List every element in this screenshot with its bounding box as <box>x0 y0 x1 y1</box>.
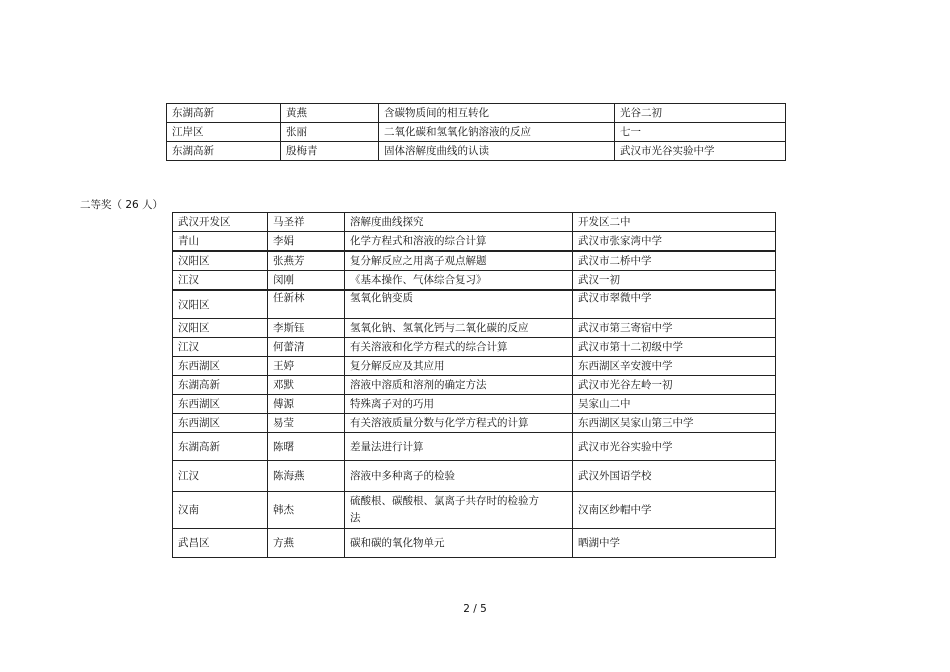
topic-cell: 硫酸根、碳酸根、氯离子共存时的检验方法 <box>345 492 573 529</box>
table-row <box>173 290 776 319</box>
table-row <box>173 213 776 232</box>
topic-cell: 复分解反应及其应用 <box>345 357 573 376</box>
school-cell: 武汉市光谷左岭一初 <box>573 376 776 395</box>
topic-cell: 溶解度曲线探究 <box>345 213 573 232</box>
district-cell: 东湖高新 <box>167 104 281 123</box>
table-row <box>173 414 776 433</box>
school-cell: 武汉市张家湾中学 <box>573 232 776 252</box>
teacher-cell: 何蕾清 <box>268 338 345 357</box>
district-cell: 汉阳区 <box>173 319 268 338</box>
table-row <box>173 271 776 291</box>
topic-cell: 碳和碳的氧化物单元 <box>345 529 573 558</box>
topic-cell: 差量法进行计算 <box>345 433 573 461</box>
teacher-cell: 闵刚 <box>268 271 345 291</box>
school-cell: 七一 <box>615 123 786 142</box>
topic-cell: 有关溶液和化学方程式的综合计算 <box>345 338 573 357</box>
award-table-second <box>172 212 776 558</box>
teacher-cell: 韩杰 <box>268 492 345 529</box>
teacher-cell: 方燕 <box>268 529 345 558</box>
school-cell: 武汉一初 <box>573 271 776 291</box>
school-cell: 开发区二中 <box>573 213 776 232</box>
district-cell: 武昌区 <box>173 529 268 558</box>
school-cell: 武汉外国语学校 <box>573 461 776 492</box>
district-cell: 汉阳区 <box>173 251 268 271</box>
topic-cell: 《基本操作、气体综合复习》 <box>345 271 573 291</box>
section-title: 二等奖（ 26 人） <box>80 199 164 211</box>
teacher-cell: 任新林 <box>268 290 345 319</box>
district-cell: 东西湖区 <box>173 414 268 433</box>
district-cell: 汉南 <box>173 492 268 529</box>
district-cell: 东湖高新 <box>173 433 268 461</box>
table-row <box>173 319 776 338</box>
school-cell: 武汉市第三寄宿中学 <box>573 319 776 338</box>
school-cell: 武汉市光谷实验中学 <box>573 433 776 461</box>
table-row <box>167 142 786 161</box>
district-cell: 东湖高新 <box>173 376 268 395</box>
district-cell: 青山 <box>173 232 268 252</box>
topic-cell: 固体溶解度曲线的认读 <box>379 142 615 161</box>
teacher-cell: 张燕芳 <box>268 251 345 271</box>
table-row <box>173 338 776 357</box>
topic-cell: 有关溶液质量分数与化学方程式的计算 <box>345 414 573 433</box>
school-cell: 武汉市翠微中学 <box>573 290 776 319</box>
table-row <box>173 529 776 558</box>
table-row <box>173 492 776 529</box>
topic-cell: 溶液中溶质和溶剂的确定方法 <box>345 376 573 395</box>
district-cell: 江岸区 <box>167 123 281 142</box>
teacher-cell: 殷梅青 <box>281 142 379 161</box>
teacher-cell: 马圣祥 <box>268 213 345 232</box>
teacher-cell: 王婷 <box>268 357 345 376</box>
topic-cell: 特殊离子对的巧用 <box>345 395 573 414</box>
district-cell: 东西湖区 <box>173 357 268 376</box>
table-row <box>173 433 776 461</box>
topic-cell: 溶液中多种离子的检验 <box>345 461 573 492</box>
teacher-cell: 张丽 <box>281 123 379 142</box>
table-row <box>173 232 776 252</box>
table-row <box>173 376 776 395</box>
district-cell: 汉阳区 <box>173 290 268 319</box>
topic-cell: 氢氧化钠变质 <box>345 290 573 319</box>
school-cell: 东西湖区吴家山第三中学 <box>573 414 776 433</box>
teacher-cell: 邓默 <box>268 376 345 395</box>
district-cell: 江汉 <box>173 461 268 492</box>
table-row <box>173 357 776 376</box>
award-table-first <box>166 103 786 161</box>
topic-cell: 二氧化碳和氢氧化钠溶液的反应 <box>379 123 615 142</box>
district-cell: 江汉 <box>173 338 268 357</box>
district-cell: 东湖高新 <box>167 142 281 161</box>
school-cell: 武汉市光谷实验中学 <box>615 142 786 161</box>
page-number: 2 / 5 <box>463 603 487 615</box>
teacher-cell: 陈海燕 <box>268 461 345 492</box>
topic-cell: 化学方程式和溶液的综合计算 <box>345 232 573 252</box>
teacher-cell: 易莹 <box>268 414 345 433</box>
topic-cell: 复分解反应之用离子观点解题 <box>345 251 573 271</box>
table-row <box>173 251 776 271</box>
district-cell: 武汉开发区 <box>173 213 268 232</box>
table-row <box>173 461 776 492</box>
district-cell: 江汉 <box>173 271 268 291</box>
teacher-cell: 傅源 <box>268 395 345 414</box>
table-row <box>167 104 786 123</box>
school-cell: 武汉市二桥中学 <box>573 251 776 271</box>
topic-cell: 含碳物质间的相互转化 <box>379 104 615 123</box>
table-row <box>167 123 786 142</box>
school-cell: 武汉市第十二初级中学 <box>573 338 776 357</box>
district-cell: 东西湖区 <box>173 395 268 414</box>
teacher-cell: 李斯钰 <box>268 319 345 338</box>
school-cell: 光谷二初 <box>615 104 786 123</box>
topic-cell: 氢氧化钠、氢氧化钙与二氧化碳的反应 <box>345 319 573 338</box>
teacher-cell: 黄燕 <box>281 104 379 123</box>
table-row <box>173 395 776 414</box>
school-cell: 东西湖区辛安渡中学 <box>573 357 776 376</box>
teacher-cell: 陈曙 <box>268 433 345 461</box>
school-cell: 吴家山二中 <box>573 395 776 414</box>
school-cell: 汉南区纱帽中学 <box>573 492 776 529</box>
school-cell: 晒湖中学 <box>573 529 776 558</box>
teacher-cell: 李娟 <box>268 232 345 252</box>
